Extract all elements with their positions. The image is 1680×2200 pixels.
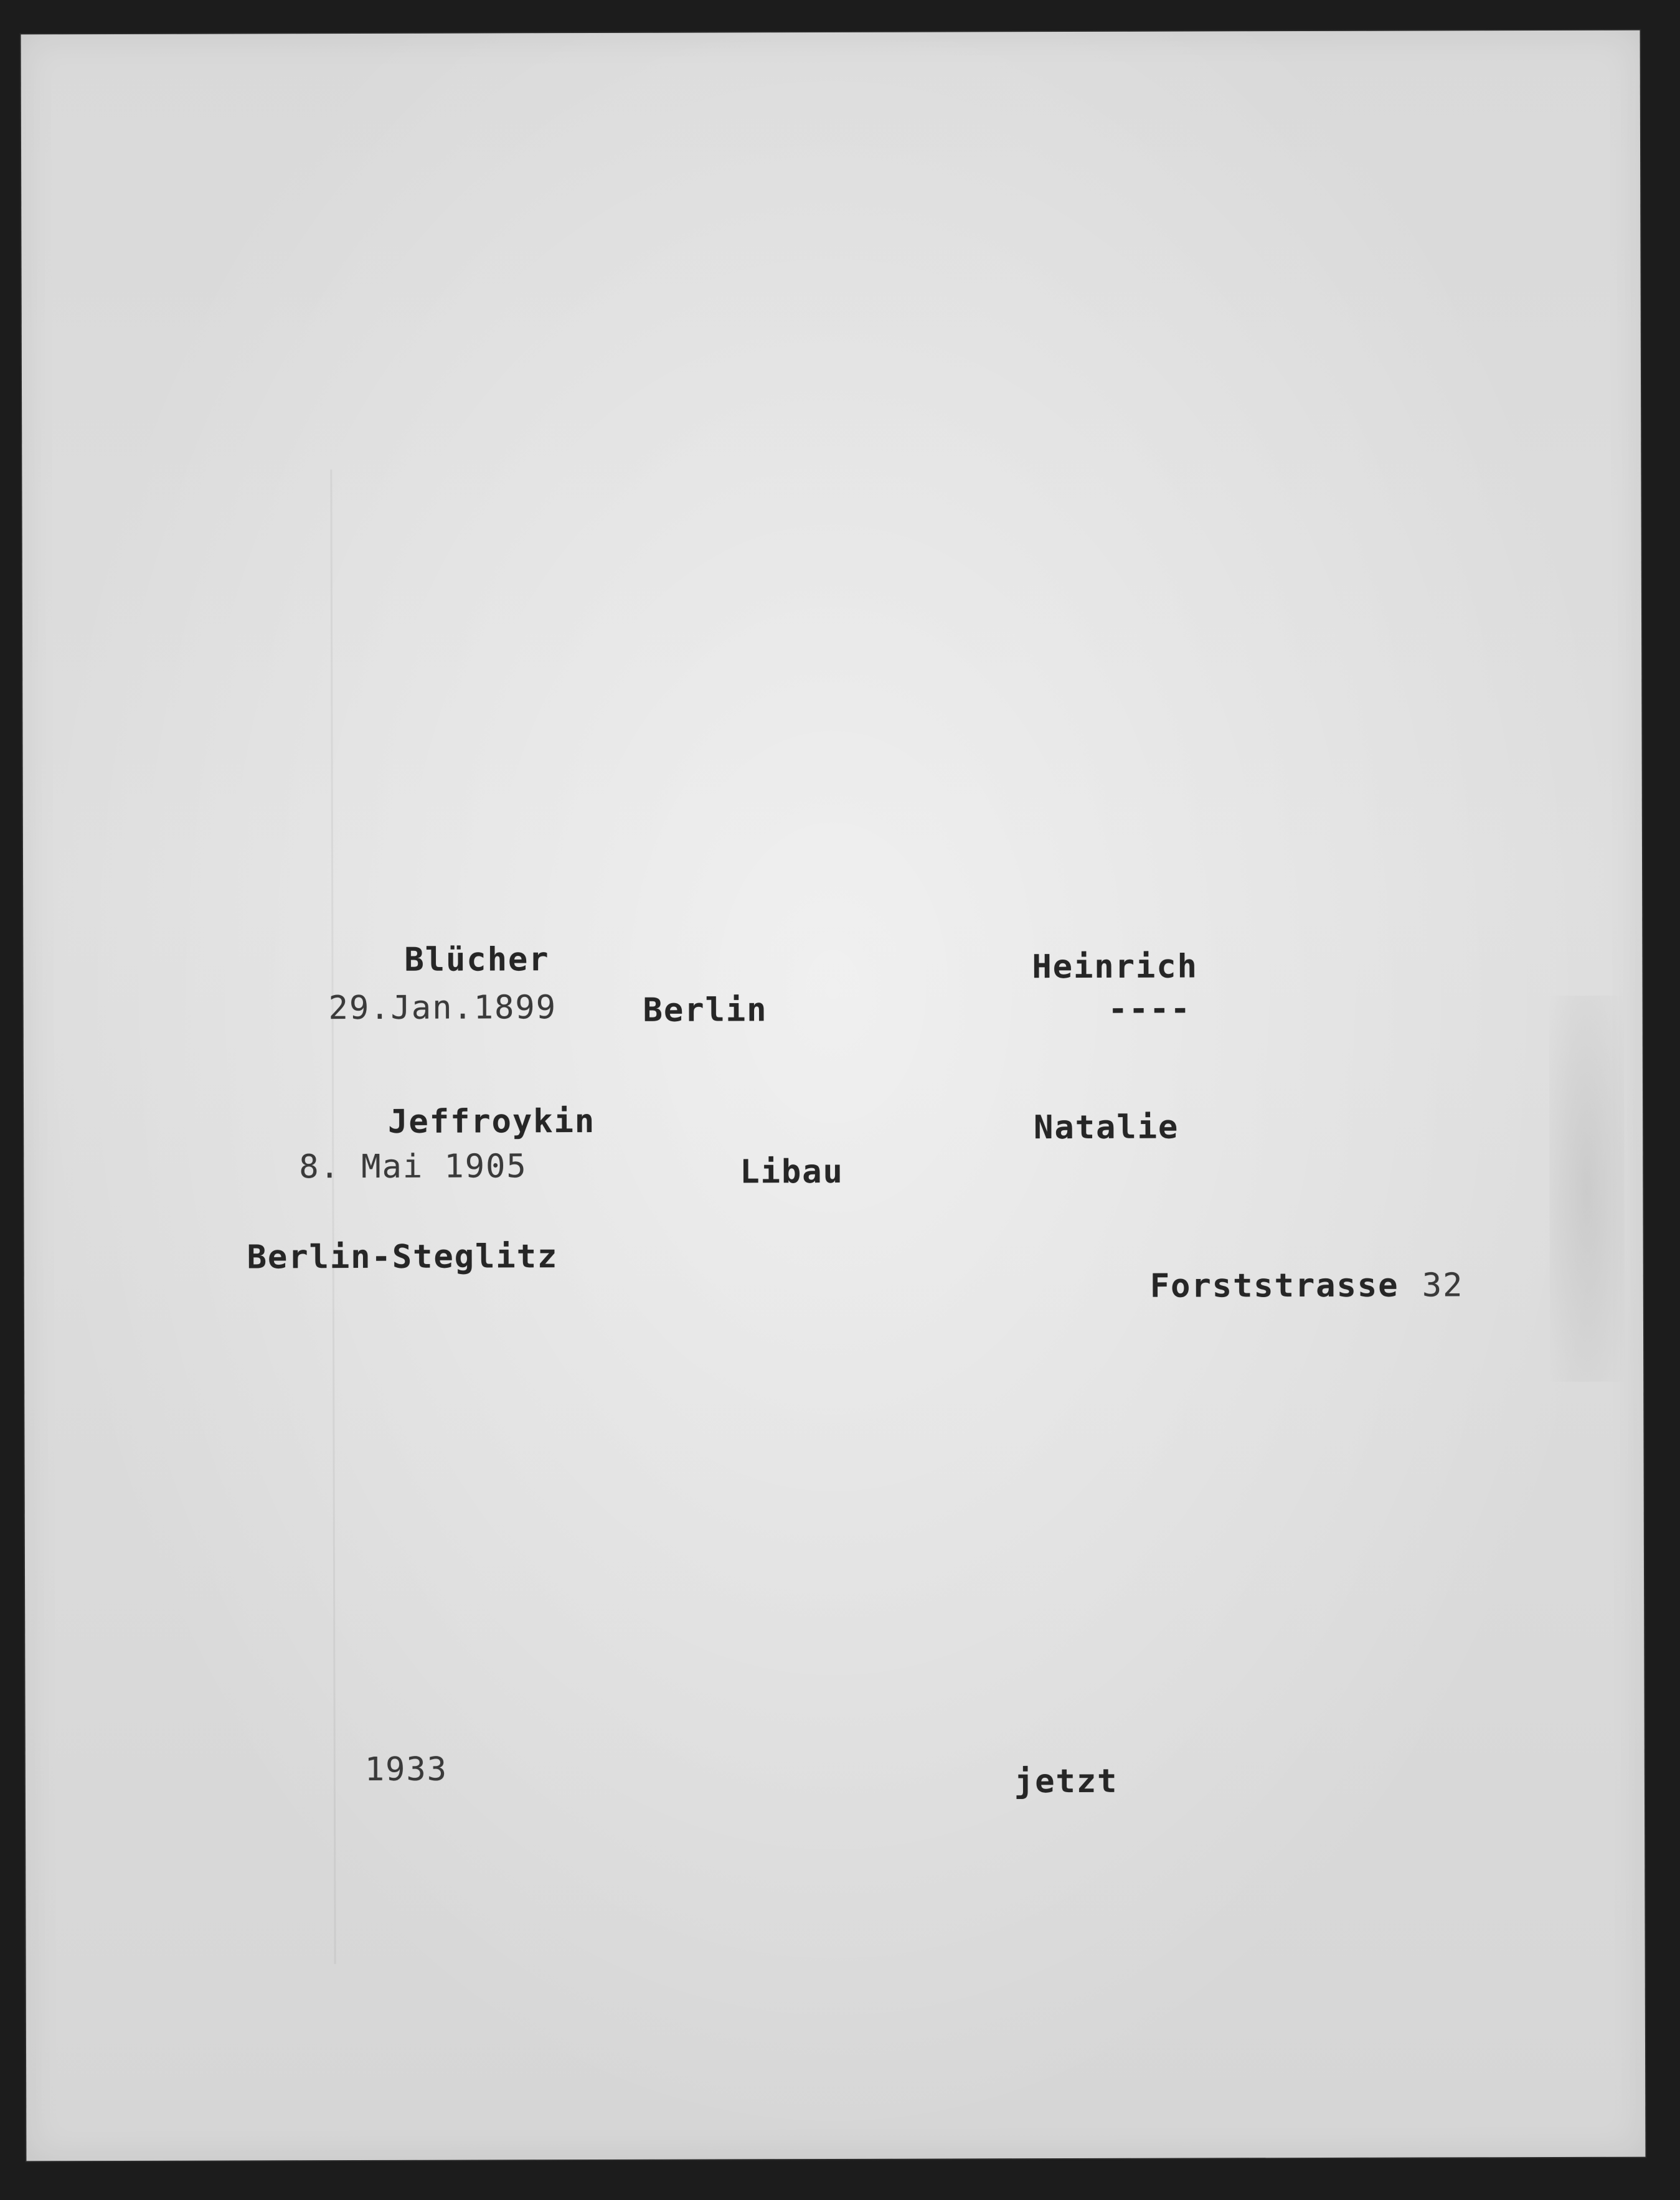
residence-street: Forststrasse	[1149, 1267, 1399, 1305]
spouse-birth-place: Libau	[740, 1153, 844, 1191]
document-sheet	[21, 31, 1646, 2161]
spouse-given-name: Natalie	[1034, 1108, 1179, 1147]
person-surname: Blücher	[404, 941, 550, 979]
emigration-status: jetzt	[1014, 1762, 1118, 1801]
person-given-name: Heinrich	[1032, 948, 1198, 986]
spouse-surname: Jeffroykin	[388, 1102, 596, 1141]
person-birth-date: 29.Jan.1899	[328, 989, 557, 1027]
residence-number: 32	[1422, 1267, 1464, 1305]
spouse-birth-date: 8. Mai 1905	[299, 1148, 527, 1186]
residence-city: Berlin-Steglitz	[247, 1238, 559, 1277]
person-dash: ----	[1108, 990, 1191, 1028]
emigration-year: 1933	[364, 1750, 448, 1788]
person-birth-place: Berlin	[643, 991, 768, 1029]
